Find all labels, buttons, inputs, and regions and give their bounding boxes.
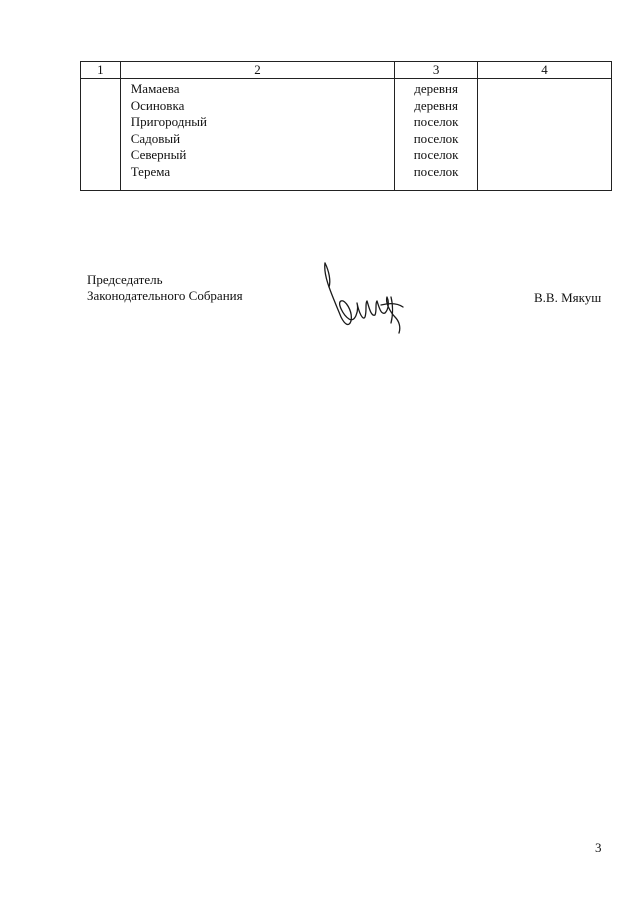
settlement-type-list — [395, 79, 477, 180]
settlement-type: поселок — [413, 163, 459, 179]
settlement-name: Пригородный — [130, 114, 207, 129]
signatory-title-line-2: Законодательного Собрания — [87, 288, 243, 303]
settlement-name: Мамаева — [130, 81, 180, 96]
table-cell-names — [120, 79, 395, 191]
column-header-3: 3 — [395, 62, 478, 79]
settlement-type: поселок — [413, 147, 459, 162]
column-header-4: 4 — [477, 62, 611, 79]
signatory-title-line-1: Председатель — [87, 272, 163, 287]
settlement-type: деревня — [414, 81, 458, 96]
settlement-name: Осиновка — [130, 97, 185, 113]
table-header-row — [81, 62, 612, 79]
settlement-name: Терема — [130, 163, 171, 179]
settlements-table — [80, 61, 612, 191]
settlement-type: деревня — [414, 97, 458, 113]
handwritten-signature — [315, 257, 415, 337]
signatory-title — [87, 272, 243, 304]
column-header-2: 2 — [120, 62, 395, 79]
signatory-name: В.В. Мякуш — [534, 290, 602, 305]
settlement-name: Северный — [130, 147, 187, 162]
table-row — [81, 79, 612, 191]
table-cell-types — [395, 79, 478, 191]
settlement-type: поселок — [413, 130, 459, 146]
settlement-name-list — [121, 79, 395, 180]
table-cell-number — [81, 79, 121, 191]
column-header-1: 1 — [81, 62, 121, 79]
settlement-name: Садовый — [130, 130, 181, 146]
page-number: 3 — [595, 840, 602, 855]
settlement-type: поселок — [413, 114, 459, 129]
table-cell-empty — [477, 79, 611, 191]
